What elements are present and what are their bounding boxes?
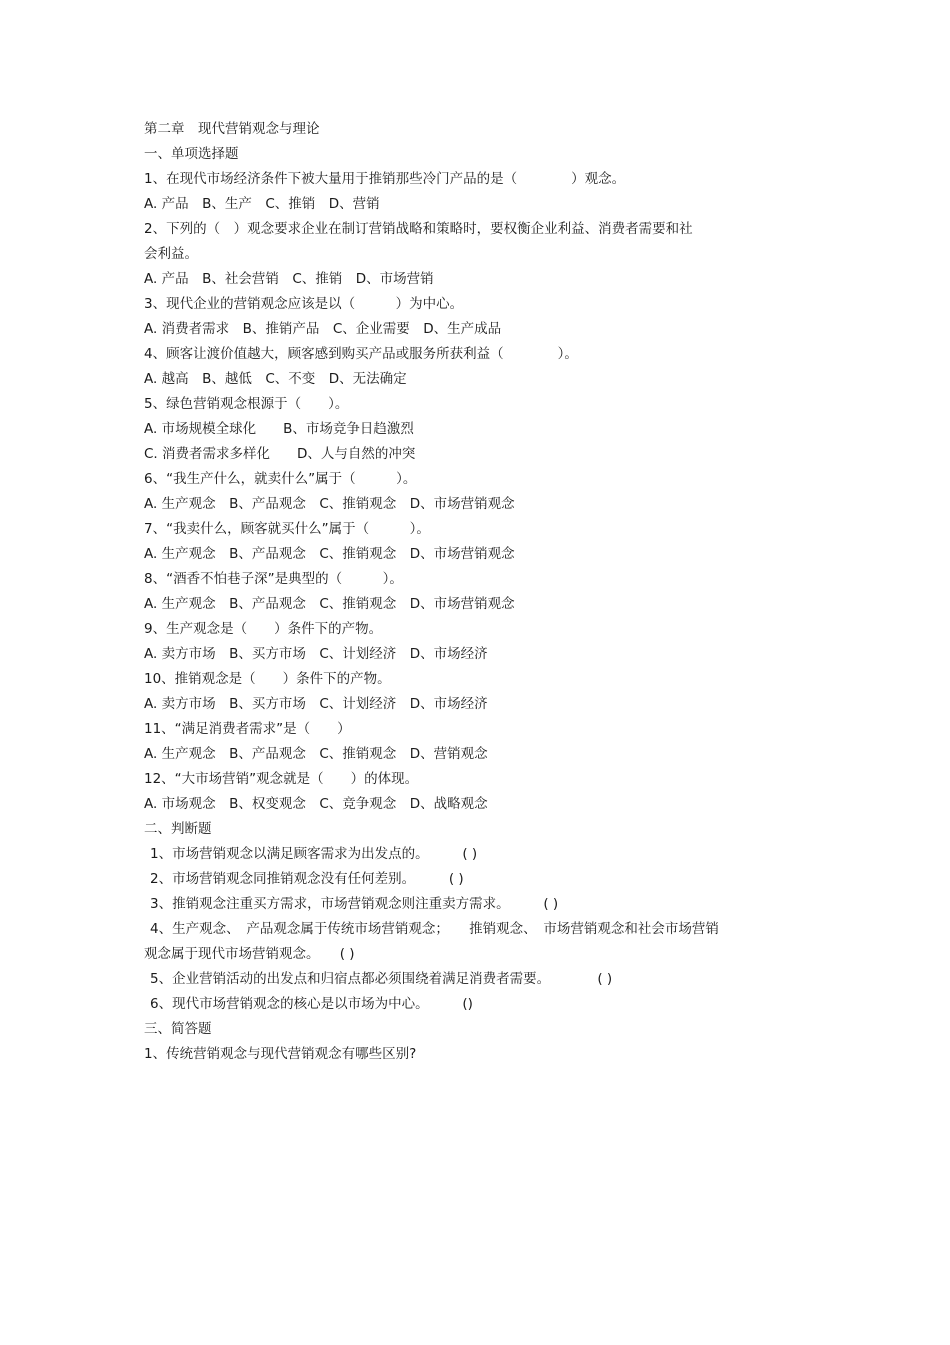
judgment-6: 6、现代市场营销观念的核心是以市场为中心。 () [150, 996, 473, 1012]
options-9: A. 卖方市场 B、买方市场 C、计划经济 D、市场经济 [144, 646, 488, 662]
section-heading-single-choice: 一、单项选择题 [144, 146, 239, 162]
options-12: A. 市场观念 B、权变观念 C、竞争观念 D、战略观念 [144, 796, 488, 812]
question-3: 3、现代企业的营销观念应该是以（ ）为中心。 [144, 296, 464, 312]
question-10: 10、推销观念是（ ）条件下的产物。 [144, 671, 391, 687]
judgment-5: 5、企业营销活动的出发点和归宿点都必须围绕着满足消费者需要。 ( ) [150, 971, 613, 987]
options-7: A. 生产观念 B、产品观念 C、推销观念 D、市场营销观念 [144, 546, 515, 562]
question-8: 8、“酒香不怕巷子深”是典型的（ ）。 [144, 571, 403, 587]
options-5-cd: C. 消费者需求多样化 D、人与自然的冲突 [144, 446, 416, 462]
options-10: A. 卖方市场 B、买方市场 C、计划经济 D、市场经济 [144, 696, 488, 712]
options-3: A. 消费者需求 B、推销产品 C、企业需要 D、生产成品 [144, 321, 502, 337]
judgment-4: 4、生产观念、 产品观念属于传统市场营销观念； 推销观念、 市场营销观念和社会市场营销 [150, 921, 719, 937]
question-2: 2、下列的（ ）观念要求企业在制订营销战略和策略时，要权衡企业利益、消费者需要和社 [144, 221, 693, 237]
question-5: 5、绿色营销观念根源于（ ）。 [144, 396, 349, 412]
options-1: A. 产品 B、生产 C、推销 D、营销 [144, 196, 380, 212]
question-9: 9、生产观念是（ ）条件下的产物。 [144, 621, 383, 637]
chapter-title: 第二章 现代营销观念与理论 [144, 121, 320, 137]
question-1: 1、在现代市场经济条件下被大量用于推销那些冷门产品的是（ ）观念。 [144, 171, 626, 187]
options-2: A. 产品 B、社会营销 C、推销 D、市场营销 [144, 271, 434, 287]
short-answer-1: 1、传统营销观念与现代营销观念有哪些区别? [144, 1046, 417, 1062]
options-5-ab: A. 市场规模全球化 B、市场竞争日趋激烈 [144, 421, 414, 437]
options-11: A. 生产观念 B、产品观念 C、推销观念 D、营销观念 [144, 746, 488, 762]
question-12: 12、“大市场营销”观念就是（ ）的体现。 [144, 771, 419, 787]
question-11: 11、“满足消费者需求”是（ ） [144, 721, 351, 737]
question-2-cont: 会利益。 [144, 246, 198, 262]
document-page [144, 117, 804, 1067]
section-heading-short-answer: 三、简答题 [144, 1021, 212, 1037]
question-4: 4、顾客让渡价值越大，顾客感到购买产品或服务所获利益（ ）。 [144, 346, 578, 362]
section-heading-true-false: 二、判断题 [144, 821, 212, 837]
options-4: A. 越高 B、越低 C、不变 D、无法确定 [144, 371, 407, 387]
options-6: A. 生产观念 B、产品观念 C、推销观念 D、市场营销观念 [144, 496, 515, 512]
judgment-3: 3、推销观念注重买方需求，市场营销观念则注重卖方需求。 ( ) [150, 896, 559, 912]
options-8: A. 生产观念 B、产品观念 C、推销观念 D、市场营销观念 [144, 596, 515, 612]
judgment-4-cont: 观念属于现代市场营销观念。 ( ) [144, 946, 355, 962]
question-6: 6、“我生产什么，就卖什么”属于（ ）。 [144, 471, 417, 487]
judgment-1: 1、市场营销观念以满足顾客需求为出发点的。 ( ) [150, 846, 478, 862]
judgment-2: 2、市场营销观念同推销观念没有任何差别。 ( ) [150, 871, 464, 887]
question-7: 7、“我卖什么，顾客就买什么”属于（ ）。 [144, 521, 430, 537]
